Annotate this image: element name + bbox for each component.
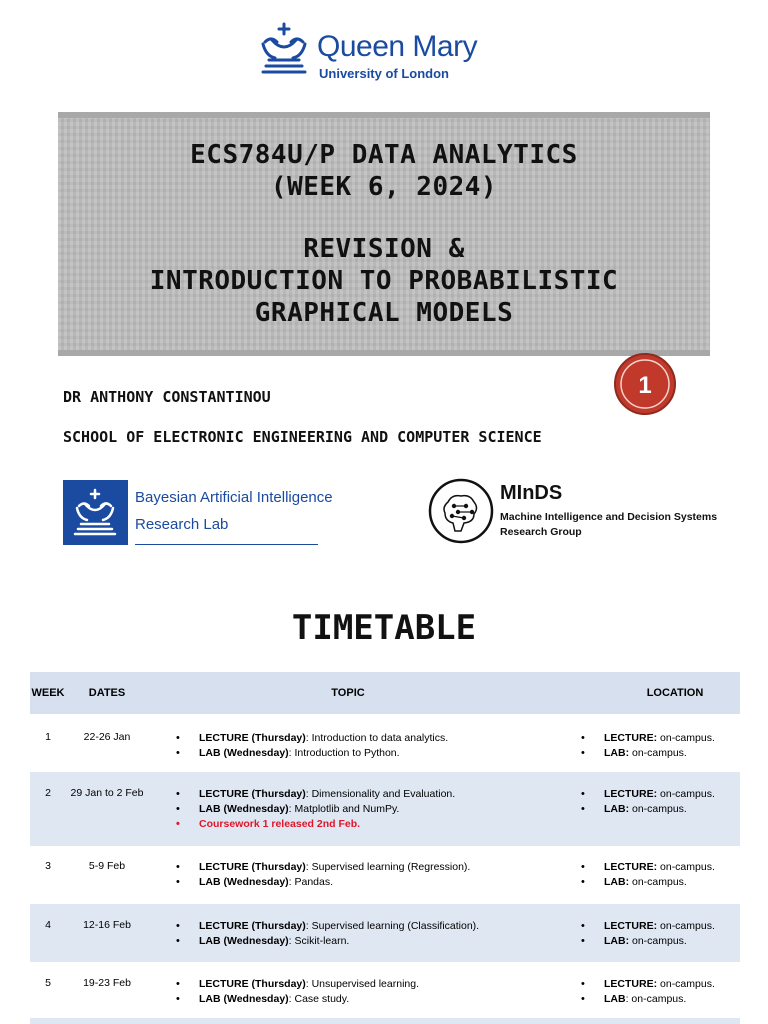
location-list (575, 977, 715, 1007)
course-week: (WEEK 6, 2024) (270, 172, 498, 202)
location-list (575, 919, 715, 949)
brain-circuit-icon (428, 478, 494, 544)
table-row (30, 962, 740, 1018)
header-dates: DATES (88, 687, 126, 699)
bayesian-lab-logo (63, 480, 128, 545)
list-item: • LECTURE (Thursday): Unsupervised learning. (170, 977, 419, 992)
topic-list (170, 860, 470, 890)
table-row (30, 714, 740, 772)
list-item: • LAB (Wednesday): Scikit-learn. (170, 934, 479, 949)
list-item: • LECTURE (Thursday): Introduction to data analytics. (170, 731, 448, 746)
author-name: DR ANTHONY CONSTANTINOU (63, 388, 271, 406)
university-name: Queen Mary (317, 30, 478, 63)
lecture-title-line2: INTRODUCTION TO PROBABILISTIC (149, 266, 619, 296)
week-dates: 29 Jan to 2 Feb (70, 787, 144, 799)
list-item: • LAB: on-campus. (575, 934, 715, 949)
list-item: • LAB: on-campus. (575, 875, 715, 890)
week-number: 2 (45, 787, 51, 799)
week-dates: 12-16 Feb (83, 919, 131, 931)
table-row-next (30, 1018, 740, 1024)
lecture-title-line1: REVISION & (303, 234, 465, 264)
list-item: • LECTURE (Thursday): Dimensionality and Evaluation. (170, 787, 455, 802)
location-list (575, 860, 715, 890)
week-dates: 19-23 Feb (83, 977, 131, 989)
topic-list (170, 919, 479, 949)
queen-mary-logo (255, 18, 515, 88)
crown-crest-icon (63, 480, 128, 545)
slide-number-badge (607, 352, 683, 416)
list-item: • LAB (Wednesday): Matplotlib and NumPy. (170, 802, 455, 817)
list-item: • LECTURE: on-campus. (575, 731, 715, 746)
minds-name: MInDS (500, 482, 563, 504)
list-item: • LECTURE (Thursday): Supervised learning (Regression). (170, 860, 470, 875)
week-number: 1 (45, 731, 51, 743)
list-item: • LAB (Wednesday): Case study. (170, 992, 419, 1007)
university-subtitle: University of London (319, 66, 449, 81)
bayesian-lab-subtitle: Research Lab (135, 516, 229, 533)
minds-subtitle-line1: Machine Intelligence and Decision Systems (500, 511, 718, 523)
slide-number: 1 (638, 372, 652, 399)
table-row (30, 904, 740, 962)
list-item: • LAB: on-campus. (575, 746, 715, 761)
course-title: ECS784U/P DATA ANALYTICS (190, 140, 578, 170)
list-item: • LECTURE: on-campus. (575, 860, 715, 875)
header-week: WEEK (31, 687, 65, 699)
list-item: • LAB: on-campus. (575, 802, 715, 817)
list-item: • LAB (Wednesday): Introduction to Python. (170, 746, 448, 761)
header-location: LOCATION (646, 687, 704, 699)
list-item: • LAB (Wednesday): Pandas. (170, 875, 470, 890)
divider (135, 544, 318, 545)
minds-subtitle-line2: Research Group (500, 526, 582, 538)
lecture-title-line3: GRAPHICAL MODELS (254, 298, 514, 328)
week-dates: 5-9 Feb (88, 860, 126, 872)
header-topic: TOPIC (331, 687, 365, 699)
week-number: 3 (45, 860, 51, 872)
table-header (30, 672, 740, 714)
week-number: 5 (45, 977, 51, 989)
table-row (30, 846, 740, 904)
list-item: • LAB: on-campus. (575, 992, 715, 1007)
location-list (575, 787, 715, 817)
week-number: 4 (45, 919, 51, 931)
coursework-notice: • Coursework 1 released 2nd Feb. (170, 817, 455, 832)
topic-list (170, 787, 455, 832)
school-name: SCHOOL OF ELECTRONIC ENGINEERING AND COMPUTER SCIENCE (63, 428, 542, 446)
crown-crest-icon (255, 20, 313, 76)
table-row (30, 772, 740, 846)
timetable (30, 672, 740, 1018)
list-item: • LECTURE: on-campus. (575, 977, 715, 992)
timetable-title: TIMETABLE (291, 608, 477, 648)
list-item: • LECTURE: on-campus. (575, 787, 715, 802)
bayesian-lab-name: Bayesian Artificial Intelligence (135, 489, 333, 506)
week-dates: 22-26 Jan (83, 731, 131, 743)
topic-list (170, 731, 448, 761)
location-list (575, 731, 715, 761)
list-item: • LECTURE (Thursday): Supervised learning (Classification). (170, 919, 479, 934)
topic-list (170, 977, 419, 1007)
list-item: • LECTURE: on-campus. (575, 919, 715, 934)
title-banner (58, 112, 710, 356)
